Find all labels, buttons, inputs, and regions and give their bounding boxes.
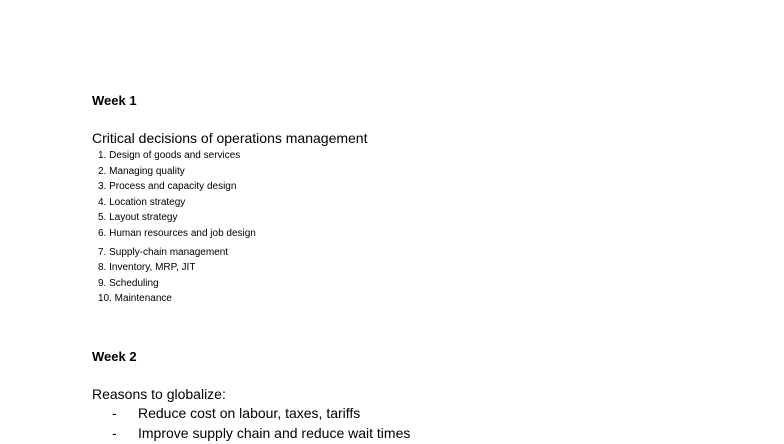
list-item-text: Improve supply chain and reduce wait times bbox=[138, 425, 411, 441]
list-item: 1. Design of goods and services bbox=[98, 150, 241, 161]
list-item: 9. Scheduling bbox=[98, 278, 159, 289]
dash-bullet: - bbox=[112, 405, 117, 421]
week1-heading: Week 1 bbox=[92, 93, 137, 108]
dash-bullet: - bbox=[112, 425, 117, 441]
week2-intro: Reasons to globalize: bbox=[92, 386, 226, 402]
list-item: 2. Managing quality bbox=[98, 166, 185, 177]
list-item: 8. Inventory, MRP, JIT bbox=[98, 262, 196, 273]
list-item-text: Reduce cost on labour, taxes, tariffs bbox=[138, 405, 361, 421]
list-item: 3. Process and capacity design bbox=[98, 181, 237, 192]
week2-heading: Week 2 bbox=[92, 349, 137, 364]
list-item: 10. Maintenance bbox=[98, 293, 172, 304]
list-item: 7. Supply-chain management bbox=[98, 247, 229, 258]
week1-intro: Critical decisions of operations management bbox=[92, 130, 368, 146]
list-item: 4. Location strategy bbox=[98, 197, 186, 208]
list-item: 5. Layout strategy bbox=[98, 212, 178, 223]
list-item: 6. Human resources and job design bbox=[98, 228, 256, 239]
